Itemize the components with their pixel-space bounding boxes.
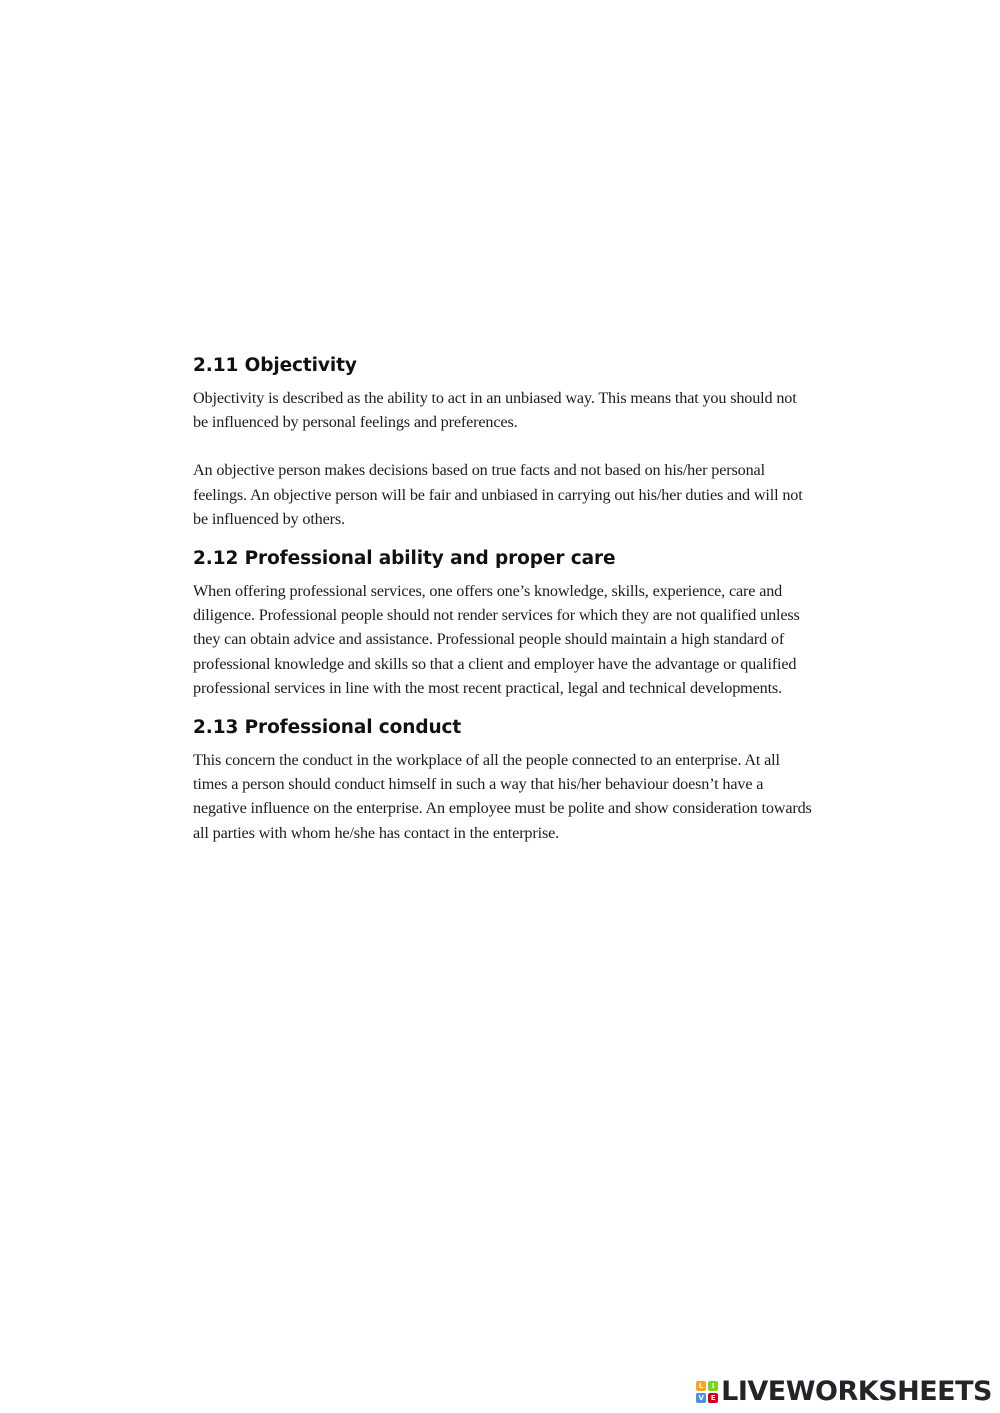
section-objectivity [193,352,813,531]
section-heading-professional-ability: 2.12 Professional ability and proper care [193,548,616,570]
brand-name: LIVEWORKSHEETS [721,1376,992,1407]
paragraph: Objectivity is described as the ability to act in an unbiased way. This means that you should not be influenced by personal feelings and preferences. [193,389,797,432]
section-heading-objectivity: 2.11 Objectivity [193,355,357,376]
logo-letter-v: V [696,1393,706,1403]
paragraph: This concern the conduct in the workplace of all the people connected to an enterprise. At all times a person should conduct himself in such a way that his/her behaviour doesn’t have a negative influence on the enterprise. An employee must be polite and show consideration towards all parties with whom he/she has contact in the enterprise. [193,751,812,842]
liveworksheets-brand [696,1376,992,1407]
logo-letter-l: L [696,1381,706,1391]
document-body [193,352,813,845]
liveworksheets-logo-icon [696,1381,718,1403]
section-heading-professional-conduct: 2.13 Professional conduct [193,717,462,739]
section-professional-ability [193,545,813,700]
section-professional-conduct [193,714,813,845]
paragraph: An objective person makes decisions based on true facts and not based on his/her personal feelings. An objective person will be fair and unbiased in carrying out his/her duties and will not be influenced by others. [193,461,803,528]
logo-letter-e: E [708,1393,718,1403]
paragraph: When offering professional services, one offers one’s knowledge, skills, experience, care and diligence. Professional people should not render services for which they are not qualified unless they can obtain advice and assistance. Professional people should maintain a high standard of professional knowledge and skills so that a client and employer have the advantage or qualified professional services in line with the most recent practical, legal and technical developments. [193,582,800,697]
logo-letter-i: I [708,1381,718,1391]
